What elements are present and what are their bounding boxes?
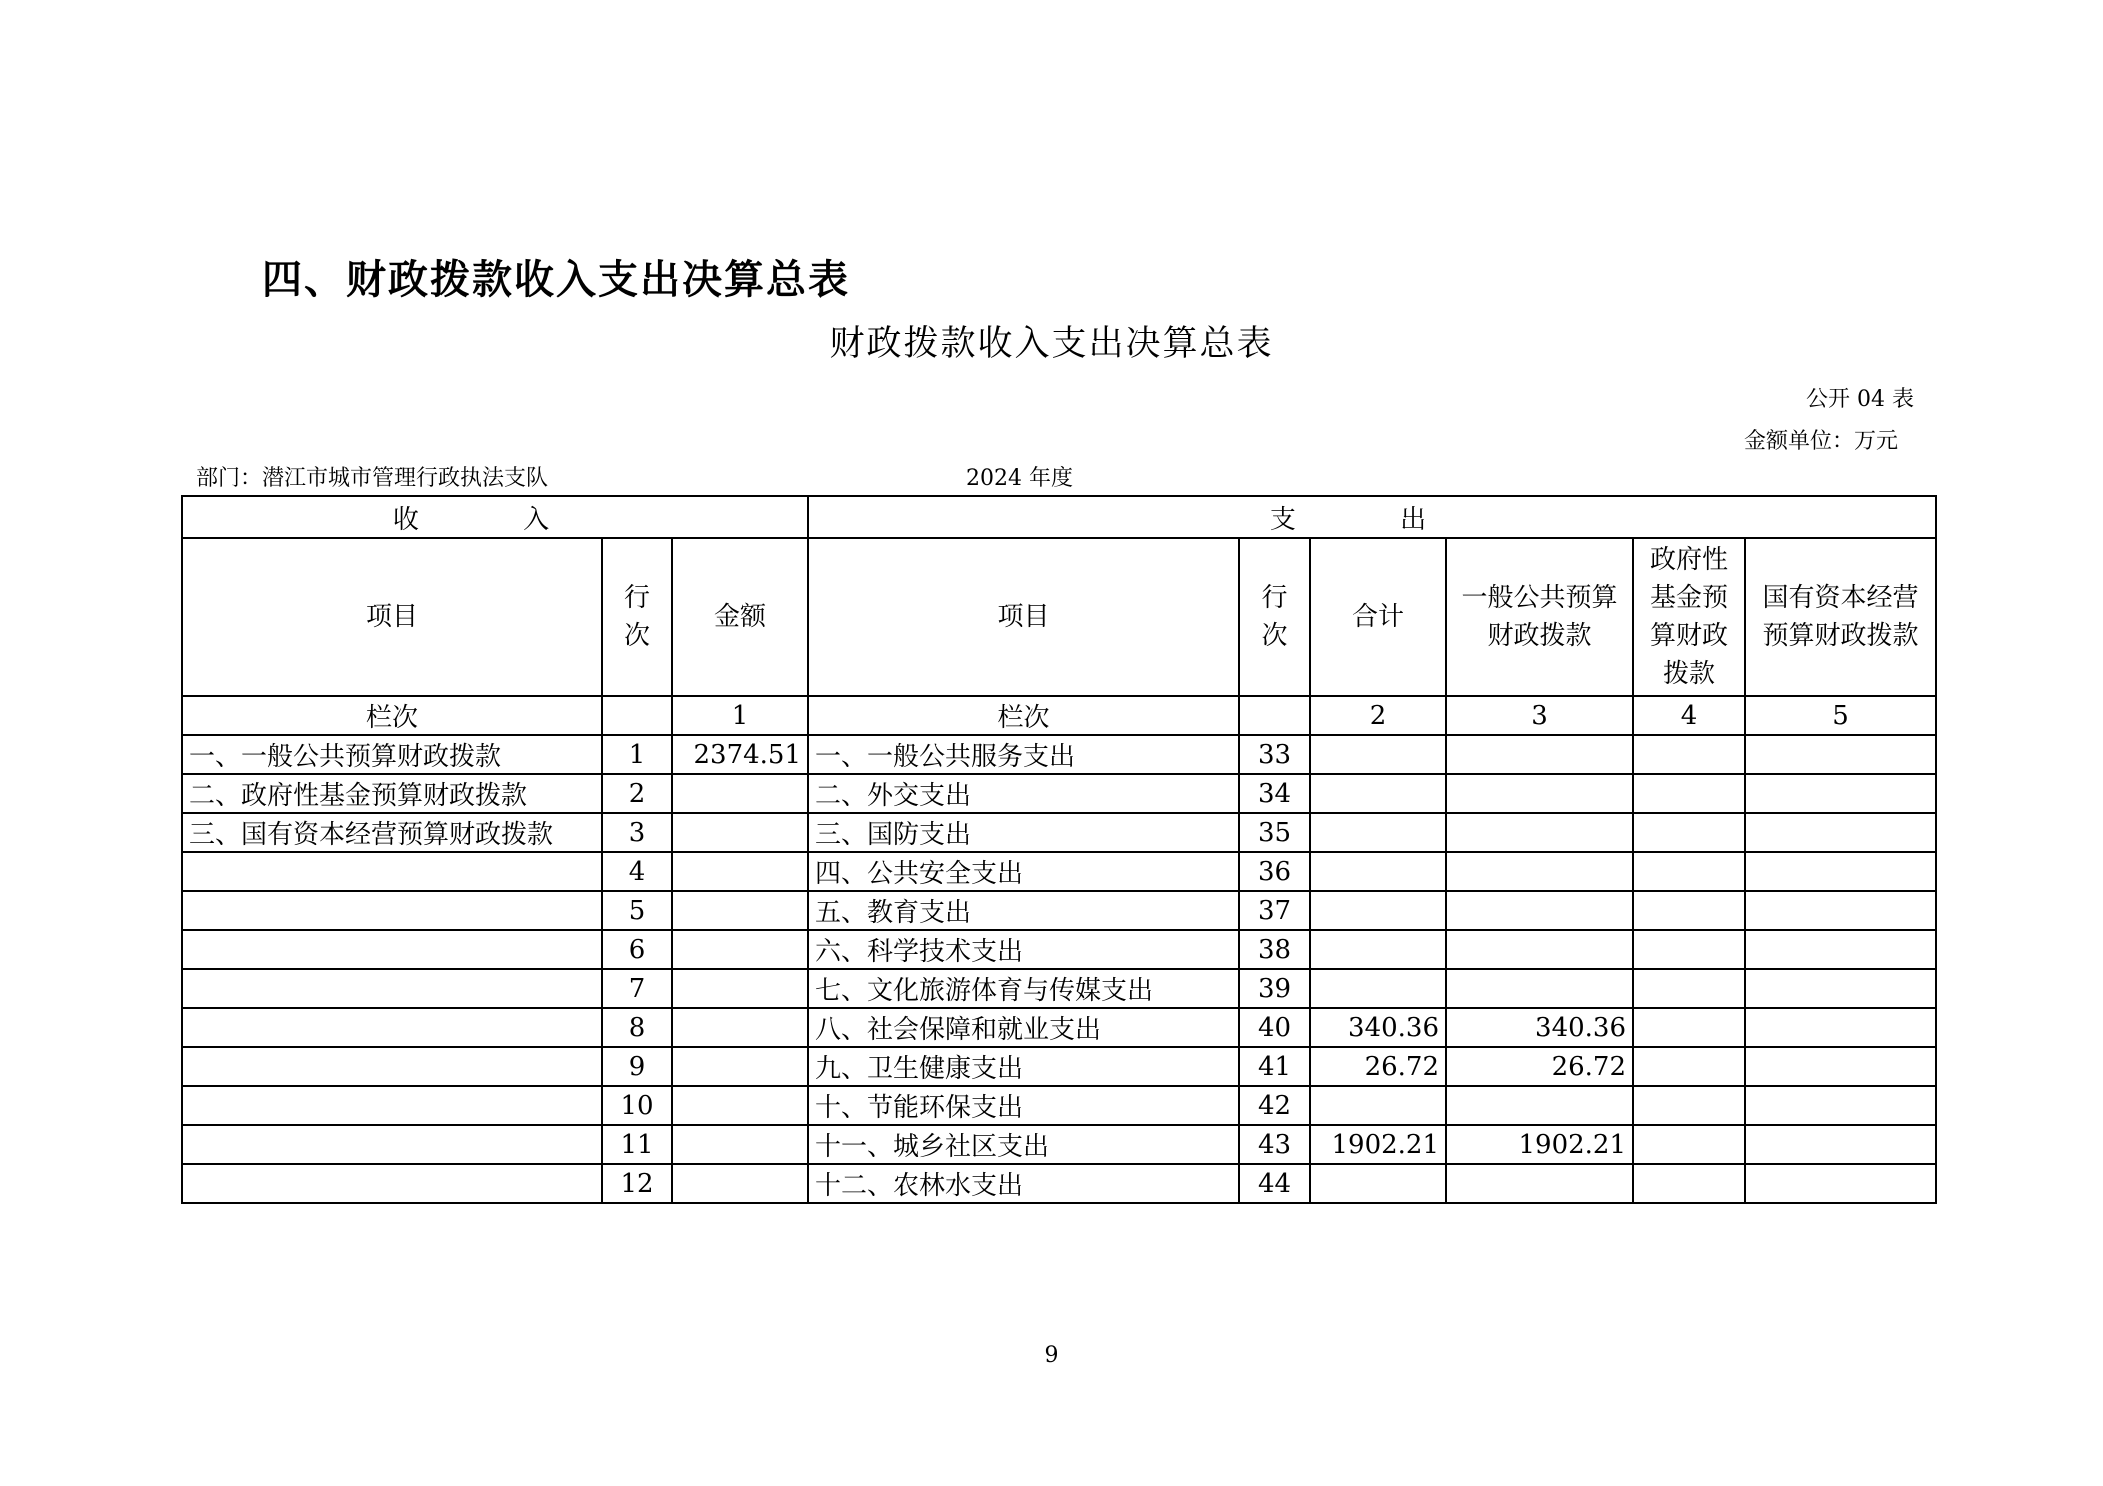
income-amount-cell: 2374.51 [672, 735, 808, 774]
income-line-no-cell: 5 [602, 891, 672, 930]
state-capital-amount-cell [1745, 1164, 1936, 1203]
income-line-no-cell: 8 [602, 1008, 672, 1047]
state-capital-amount-cell [1745, 1125, 1936, 1164]
income-line-no-cell: 2 [602, 774, 672, 813]
income-line-no-cell: 7 [602, 969, 672, 1008]
expense-line-no-cell: 37 [1239, 891, 1310, 930]
income-item-cell [182, 1164, 602, 1203]
total-amount-cell [1310, 852, 1446, 891]
table-row [182, 1125, 1936, 1164]
total-amount-cell [1310, 891, 1446, 930]
col-index-1: 1 [672, 696, 808, 735]
table-row [182, 891, 1936, 930]
gov-fund-header: 政府性基金预算财政拨款 [1633, 538, 1745, 696]
header-row-top [182, 496, 1936, 538]
income-line-no-cell: 10 [602, 1086, 672, 1125]
income-line-no-cell: 11 [602, 1125, 672, 1164]
income-item-cell: 三、国有资本经营预算财政拨款 [182, 813, 602, 852]
income-item-header: 项目 [182, 538, 602, 696]
income-item-cell: 一、一般公共预算财政拨款 [182, 735, 602, 774]
gov-fund-amount-cell [1633, 1086, 1745, 1125]
expense-line-no-cell: 41 [1239, 1047, 1310, 1086]
income-item-cell [182, 969, 602, 1008]
income-item-cell [182, 1008, 602, 1047]
gov-fund-amount-cell [1633, 1125, 1745, 1164]
general-budget-amount-cell [1446, 813, 1633, 852]
expense-item-cell: 九、卫生健康支出 [808, 1047, 1239, 1086]
total-amount-cell: 340.36 [1310, 1008, 1446, 1047]
expense-line-no-header [1239, 538, 1310, 696]
expense-item-cell: 十二、农林水支出 [808, 1164, 1239, 1203]
income-line-no-cell: 1 [602, 735, 672, 774]
expense-item-header: 项目 [808, 538, 1239, 696]
income-item-cell [182, 1047, 602, 1086]
state-capital-amount-cell [1745, 735, 1936, 774]
income-item-cell [182, 1086, 602, 1125]
income-line-no-cell: 6 [602, 930, 672, 969]
total-amount-cell [1310, 1086, 1446, 1125]
income-item-cell [182, 891, 602, 930]
gov-fund-amount-cell [1633, 852, 1745, 891]
general-budget-header: 一般公共预算财政拨款 [1446, 538, 1633, 696]
income-amount-cell [672, 1164, 808, 1203]
state-capital-amount-cell [1745, 969, 1936, 1008]
general-budget-amount-cell [1446, 774, 1633, 813]
expense-item-cell: 五、教育支出 [808, 891, 1239, 930]
total-header: 合计 [1310, 538, 1446, 696]
expense-item-cell: 六、科学技术支出 [808, 930, 1239, 969]
gov-fund-amount-cell [1633, 1047, 1745, 1086]
gov-fund-amount-cell [1633, 1164, 1745, 1203]
total-amount-cell: 1902.21 [1310, 1125, 1446, 1164]
income-amount-cell [672, 1008, 808, 1047]
state-capital-amount-cell [1745, 774, 1936, 813]
col-index-4: 4 [1633, 696, 1745, 735]
income-amount-cell [672, 969, 808, 1008]
income-amount-cell [672, 891, 808, 930]
table-row [182, 930, 1936, 969]
total-amount-cell [1310, 735, 1446, 774]
expense-item-cell: 十一、城乡社区支出 [808, 1125, 1239, 1164]
col-index-5: 5 [1745, 696, 1936, 735]
table-row [182, 969, 1936, 1008]
general-budget-amount-cell [1446, 969, 1633, 1008]
table-row [182, 1086, 1936, 1125]
gov-fund-amount-cell [1633, 1008, 1745, 1047]
table-row [182, 1008, 1936, 1047]
state-capital-amount-cell [1745, 1047, 1936, 1086]
state-capital-amount-cell [1745, 891, 1936, 930]
fiscal-year: 2024 年度 [966, 466, 1073, 491]
total-amount-cell [1310, 813, 1446, 852]
expense-item-cell: 四、公共安全支出 [808, 852, 1239, 891]
income-amount-header: 金额 [672, 538, 808, 696]
income-amount-cell [672, 1047, 808, 1086]
general-budget-amount-cell: 1902.21 [1446, 1125, 1633, 1164]
total-amount-cell [1310, 930, 1446, 969]
expense-line-no-cell: 35 [1239, 813, 1310, 852]
state-capital-amount-cell [1745, 1008, 1936, 1047]
section-heading: 四、财政拨款收入支出决算总表 [262, 257, 850, 303]
total-amount-cell: 26.72 [1310, 1047, 1446, 1086]
col-index-blank [602, 696, 672, 735]
total-amount-cell [1310, 1164, 1446, 1203]
expense-item-cell: 七、文化旅游体育与传媒支出 [808, 969, 1239, 1008]
table-title: 财政拨款收入支出决算总表 [829, 324, 1274, 364]
state-capital-amount-cell [1745, 852, 1936, 891]
income-line-no-cell: 12 [602, 1164, 672, 1203]
general-budget-amount-cell: 26.72 [1446, 1047, 1633, 1086]
expense-item-cell: 八、社会保障和就业支出 [808, 1008, 1239, 1047]
gov-fund-amount-cell [1633, 735, 1745, 774]
col-index-2: 2 [1310, 696, 1446, 735]
table-row [182, 852, 1936, 891]
total-amount-cell [1310, 774, 1446, 813]
gov-fund-amount-cell [1633, 930, 1745, 969]
expense-line-no-cell: 36 [1239, 852, 1310, 891]
state-capital-header: 国有资本经营预算财政拨款 [1745, 538, 1936, 696]
income-item-cell [182, 930, 602, 969]
gov-fund-amount-cell [1633, 969, 1745, 1008]
expense-item-cell: 十、节能环保支出 [808, 1086, 1239, 1125]
expense-line-no-cell: 38 [1239, 930, 1310, 969]
income-line-no-cell: 4 [602, 852, 672, 891]
col-index-exp-blank [1239, 696, 1310, 735]
income-amount-cell [672, 1125, 808, 1164]
table-row [182, 774, 1936, 813]
total-amount-cell [1310, 969, 1446, 1008]
state-capital-amount-cell [1745, 930, 1936, 969]
expense-line-no-cell: 33 [1239, 735, 1310, 774]
expense-item-cell: 一、一般公共服务支出 [808, 735, 1239, 774]
department-label: 部门：潜江市城市管理行政执法支队 [196, 466, 549, 491]
table-row [182, 735, 1936, 774]
income-line-no-cell: 9 [602, 1047, 672, 1086]
gov-fund-amount-cell [1633, 891, 1745, 930]
general-budget-amount-cell [1446, 852, 1633, 891]
expense-line-no-cell: 42 [1239, 1086, 1310, 1125]
income-item-cell: 二、政府性基金预算财政拨款 [182, 774, 602, 813]
expense-line-no-cell: 43 [1239, 1125, 1310, 1164]
table-row [182, 813, 1936, 852]
expense-item-cell: 二、外交支出 [808, 774, 1239, 813]
table-row [182, 1047, 1936, 1086]
page-number: 9 [1044, 1343, 1059, 1368]
expense-header: 支 出 [808, 496, 1936, 538]
expense-line-no-header-text: 行次 [1261, 583, 1288, 651]
general-budget-amount-cell: 340.36 [1446, 1008, 1633, 1047]
column-index-row [182, 696, 1936, 735]
income-item-cell [182, 1125, 602, 1164]
form-number: 公开 04 表 [1806, 387, 1914, 412]
income-line-no-header-text: 行次 [623, 583, 650, 651]
income-line-no-cell: 3 [602, 813, 672, 852]
income-amount-cell [672, 1086, 808, 1125]
income-line-no-header [602, 538, 672, 696]
expense-line-no-cell: 44 [1239, 1164, 1310, 1203]
general-budget-amount-cell [1446, 1086, 1633, 1125]
expense-line-no-cell: 39 [1239, 969, 1310, 1008]
income-amount-cell [672, 813, 808, 852]
expense-item-cell: 三、国防支出 [808, 813, 1239, 852]
general-budget-amount-cell [1446, 930, 1633, 969]
table-row [182, 1164, 1936, 1203]
budget-summary-table [181, 495, 1937, 1204]
header-row-columns [182, 538, 1936, 696]
col-index-label: 栏次 [182, 696, 602, 735]
col-index-3: 3 [1446, 696, 1633, 735]
general-budget-amount-cell [1446, 1164, 1633, 1203]
income-header: 收 入 [182, 496, 808, 538]
income-item-cell [182, 852, 602, 891]
col-index-exp-label: 栏次 [808, 696, 1239, 735]
income-amount-cell [672, 852, 808, 891]
amount-unit: 金额单位：万元 [1744, 429, 1899, 454]
state-capital-amount-cell [1745, 1086, 1936, 1125]
general-budget-amount-cell [1446, 735, 1633, 774]
gov-fund-amount-cell [1633, 774, 1745, 813]
expense-line-no-cell: 40 [1239, 1008, 1310, 1047]
general-budget-amount-cell [1446, 891, 1633, 930]
gov-fund-amount-cell [1633, 813, 1745, 852]
income-amount-cell [672, 774, 808, 813]
expense-line-no-cell: 34 [1239, 774, 1310, 813]
income-amount-cell [672, 930, 808, 969]
state-capital-amount-cell [1745, 813, 1936, 852]
